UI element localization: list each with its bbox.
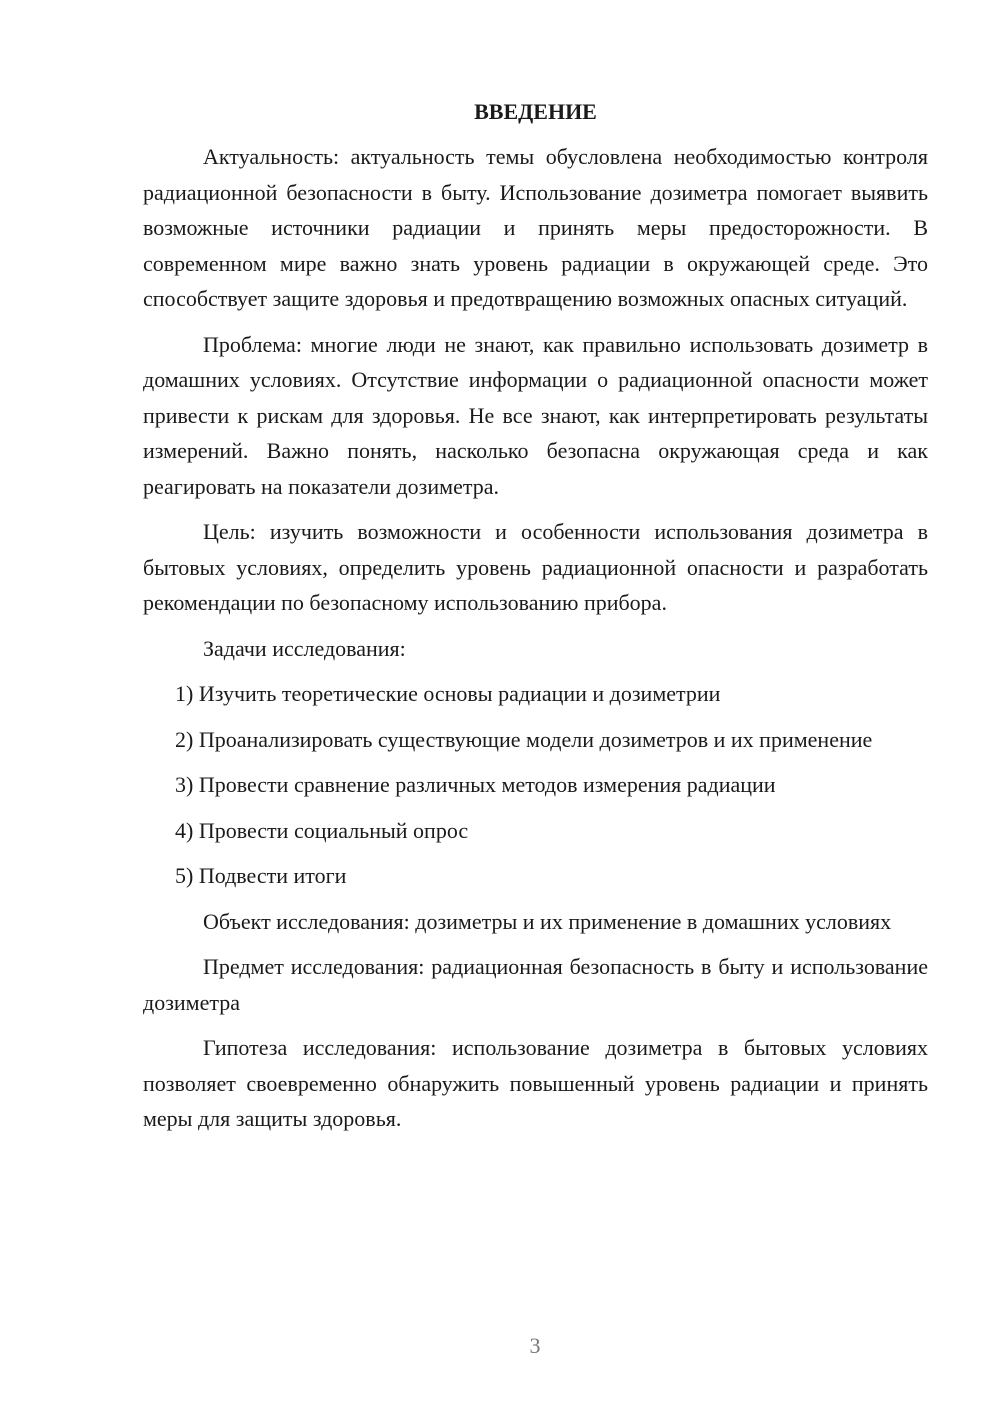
page-number: 3	[529, 1333, 541, 1358]
task-item-5: 5) Подвести итоги	[175, 863, 347, 888]
paragraph-goal: Цель: изучить возможности и особенности использования дозиметра в бытовых условиях, определить уровень радиационной опасности и разработать рекомендации по безопасному использованию прибора.	[143, 519, 928, 615]
paragraph-relevance: Актуальность: актуальность темы обусловлена необходимостью контроля радиационной безопасности в быту. Использование дозиметра помогает выявить возможные источники радиации и принять меры предосторожности. В современном мире важно знать уровень радиации в окружающей среде. Это способствует защите здоровья и предотвращению возможных опасных ситуаций.	[143, 144, 928, 311]
task-item-1: 1) Изучить теоретические основы радиации и дозиметрии	[175, 681, 721, 706]
task-item-2: 2) Проанализировать существующие модели дозиметров и их применение	[175, 726, 873, 752]
paragraph-tasks-intro: Задачи исследования:	[203, 635, 406, 661]
paragraph-subject: Предмет исследования: радиационная безопасность в быту и использование дозиметра	[143, 954, 928, 1015]
task-item-4: 4) Провести социальный опрос	[175, 817, 469, 843]
document-page	[143, 94, 928, 1147]
paragraph-hypothesis: Гипотеза исследования: использование дозиметра в бытовых условиях позволяет своевременно обнаружить повышенный уровень радиации и принять меры для защиты здоровья.	[143, 1035, 928, 1131]
task-item-3: 3) Провести сравнение различных методов измерения радиации	[175, 772, 776, 797]
paragraph-problem: Проблема: многие люди не знают, как правильно использовать дозиметр в домашних условиях. Отсутствие информации о радиационной опасности может привести к рискам для здоровья. Не все знают, как интерпретировать результаты измерений. Важно понять, насколько безопасна окружающая среда и как реагировать на показатели дозиметра.	[143, 331, 928, 499]
section-heading: ВВЕДЕНИЕ	[474, 99, 597, 124]
paragraph-object: Объект исследования: дозиметры и их применение в домашних условиях	[203, 908, 892, 934]
